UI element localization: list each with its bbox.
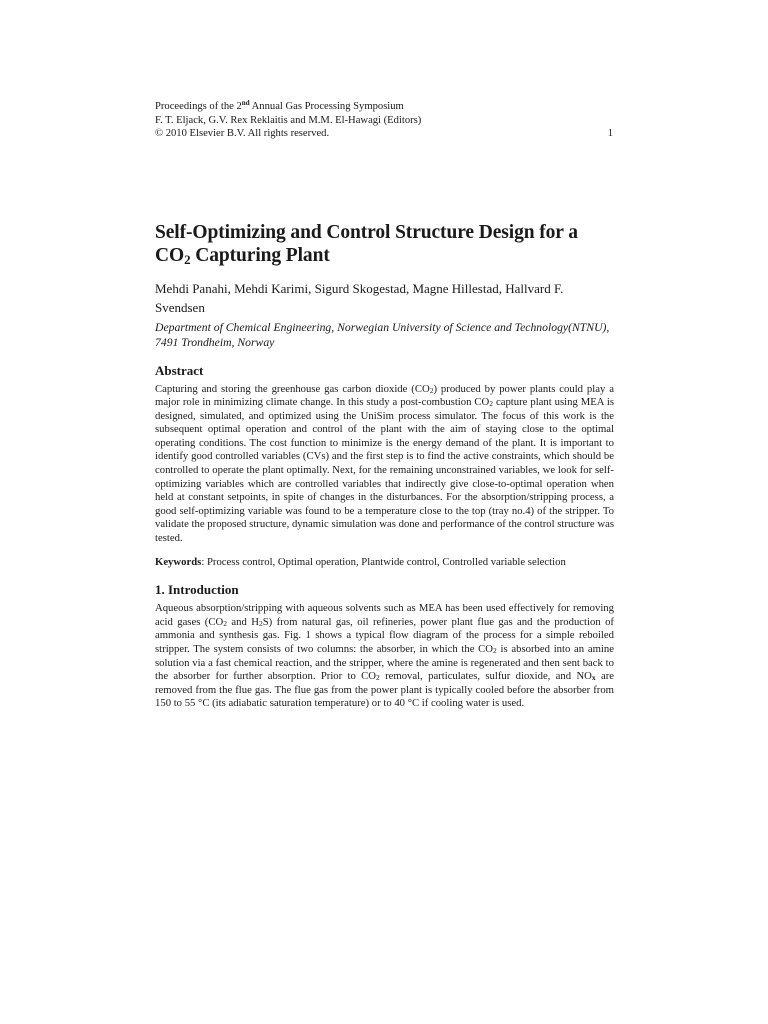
affiliation: Department of Chemical Engineering, Norwegian University of Science and Technology(NTNU), 7491 Trondheim, Norway <box>155 320 610 349</box>
paper-page <box>155 100 614 711</box>
paper-title: Self-Optimizing and Control Structure Design for a $CO_2$ Capturing Plant <box>155 221 578 267</box>
proceedings-header <box>155 100 614 141</box>
introduction-text: Aqueous absorption/stripping with aqueous solvents such as MEA has been used effectively for removing acid gases ($CO_2$ and $H_2S$) from natural gas, oil refineries, power plant flue gas and the production of ammonia and synthesis gas. Fig. 1 shows a typical flow diagram of the process for a simple reboiled stripper. The system consists of two columns: the absorber, in which the $CO_2$ is absorbed into an amine solution via a fast chemical reaction, and the stripper, where the amine is regenerated and then sent back to the absorber for further absorption. Prior to $CO_2$ removal, particulates, sulfur dioxide, and $NO_x$ are removed from the flue gas. The flue gas from the power plant is typically cooled before the absorber from 150 to 55 °C (its adiabatic saturation temperature) or to 40 °C if cooling water is used. <box>155 602 615 710</box>
abstract-text: Capturing and storing the greenhouse gas carbon dioxide $(CO_2)$ produced by power plants could play a major role in minimizing climate change. In this study a post-combustion $CO_2$ capture plant using MEA is designed, simulated, and optimized using the UniSim process simulator. The focus of this work is the subsequent optimal operation and control of the plant with the aim of staying close to the optimal operating conditions. The cost function to minimize is the energy demand of the plant. It is important to identify good controlled variables (CVs) and the first step is to find the active constraints, which should be controlled to operate the plant optimally. Next, for the remaining unconstrained variables, we look for self-optimizing variables which are controlled variables that indirectly give close-to-optimal operation when held at constant setpoints, in spite of changes in the disturbances. For the absorption/stripping process, a good self-optimizing variable was found to be a temperature close to the top (tray no.4) of the stripper. To validate the proposed structure, dynamic simulation was done and performance of the control structure was tested. <box>155 382 615 545</box>
page-number: 1 <box>607 128 613 139</box>
editors-line: F. T. Eljack, G.V. Rex Reklaitis and M.M. El-Hawagi (Editors) <box>155 114 422 126</box>
ordinal-superscript: nd <box>241 99 250 107</box>
proceedings-line: Proceedings of the 2nd Annual Gas Processing Symposium <box>155 99 404 112</box>
author-list: Mehdi Panahi, Mehdi Karimi, Sigurd Skogestad, Magne Hillestad, Hallvard F. Svendsen <box>155 280 564 315</box>
introduction-heading: 1. Introduction <box>155 582 239 598</box>
abstract-heading: Abstract <box>155 362 204 378</box>
copyright-line: © 2010 Elsevier B.V. All rights reserved. <box>155 128 330 139</box>
keywords: Keywords: Process control, Optimal operation, Plantwide control, Controlled variable selection <box>155 555 566 568</box>
keywords-label: Keywords <box>155 555 202 568</box>
